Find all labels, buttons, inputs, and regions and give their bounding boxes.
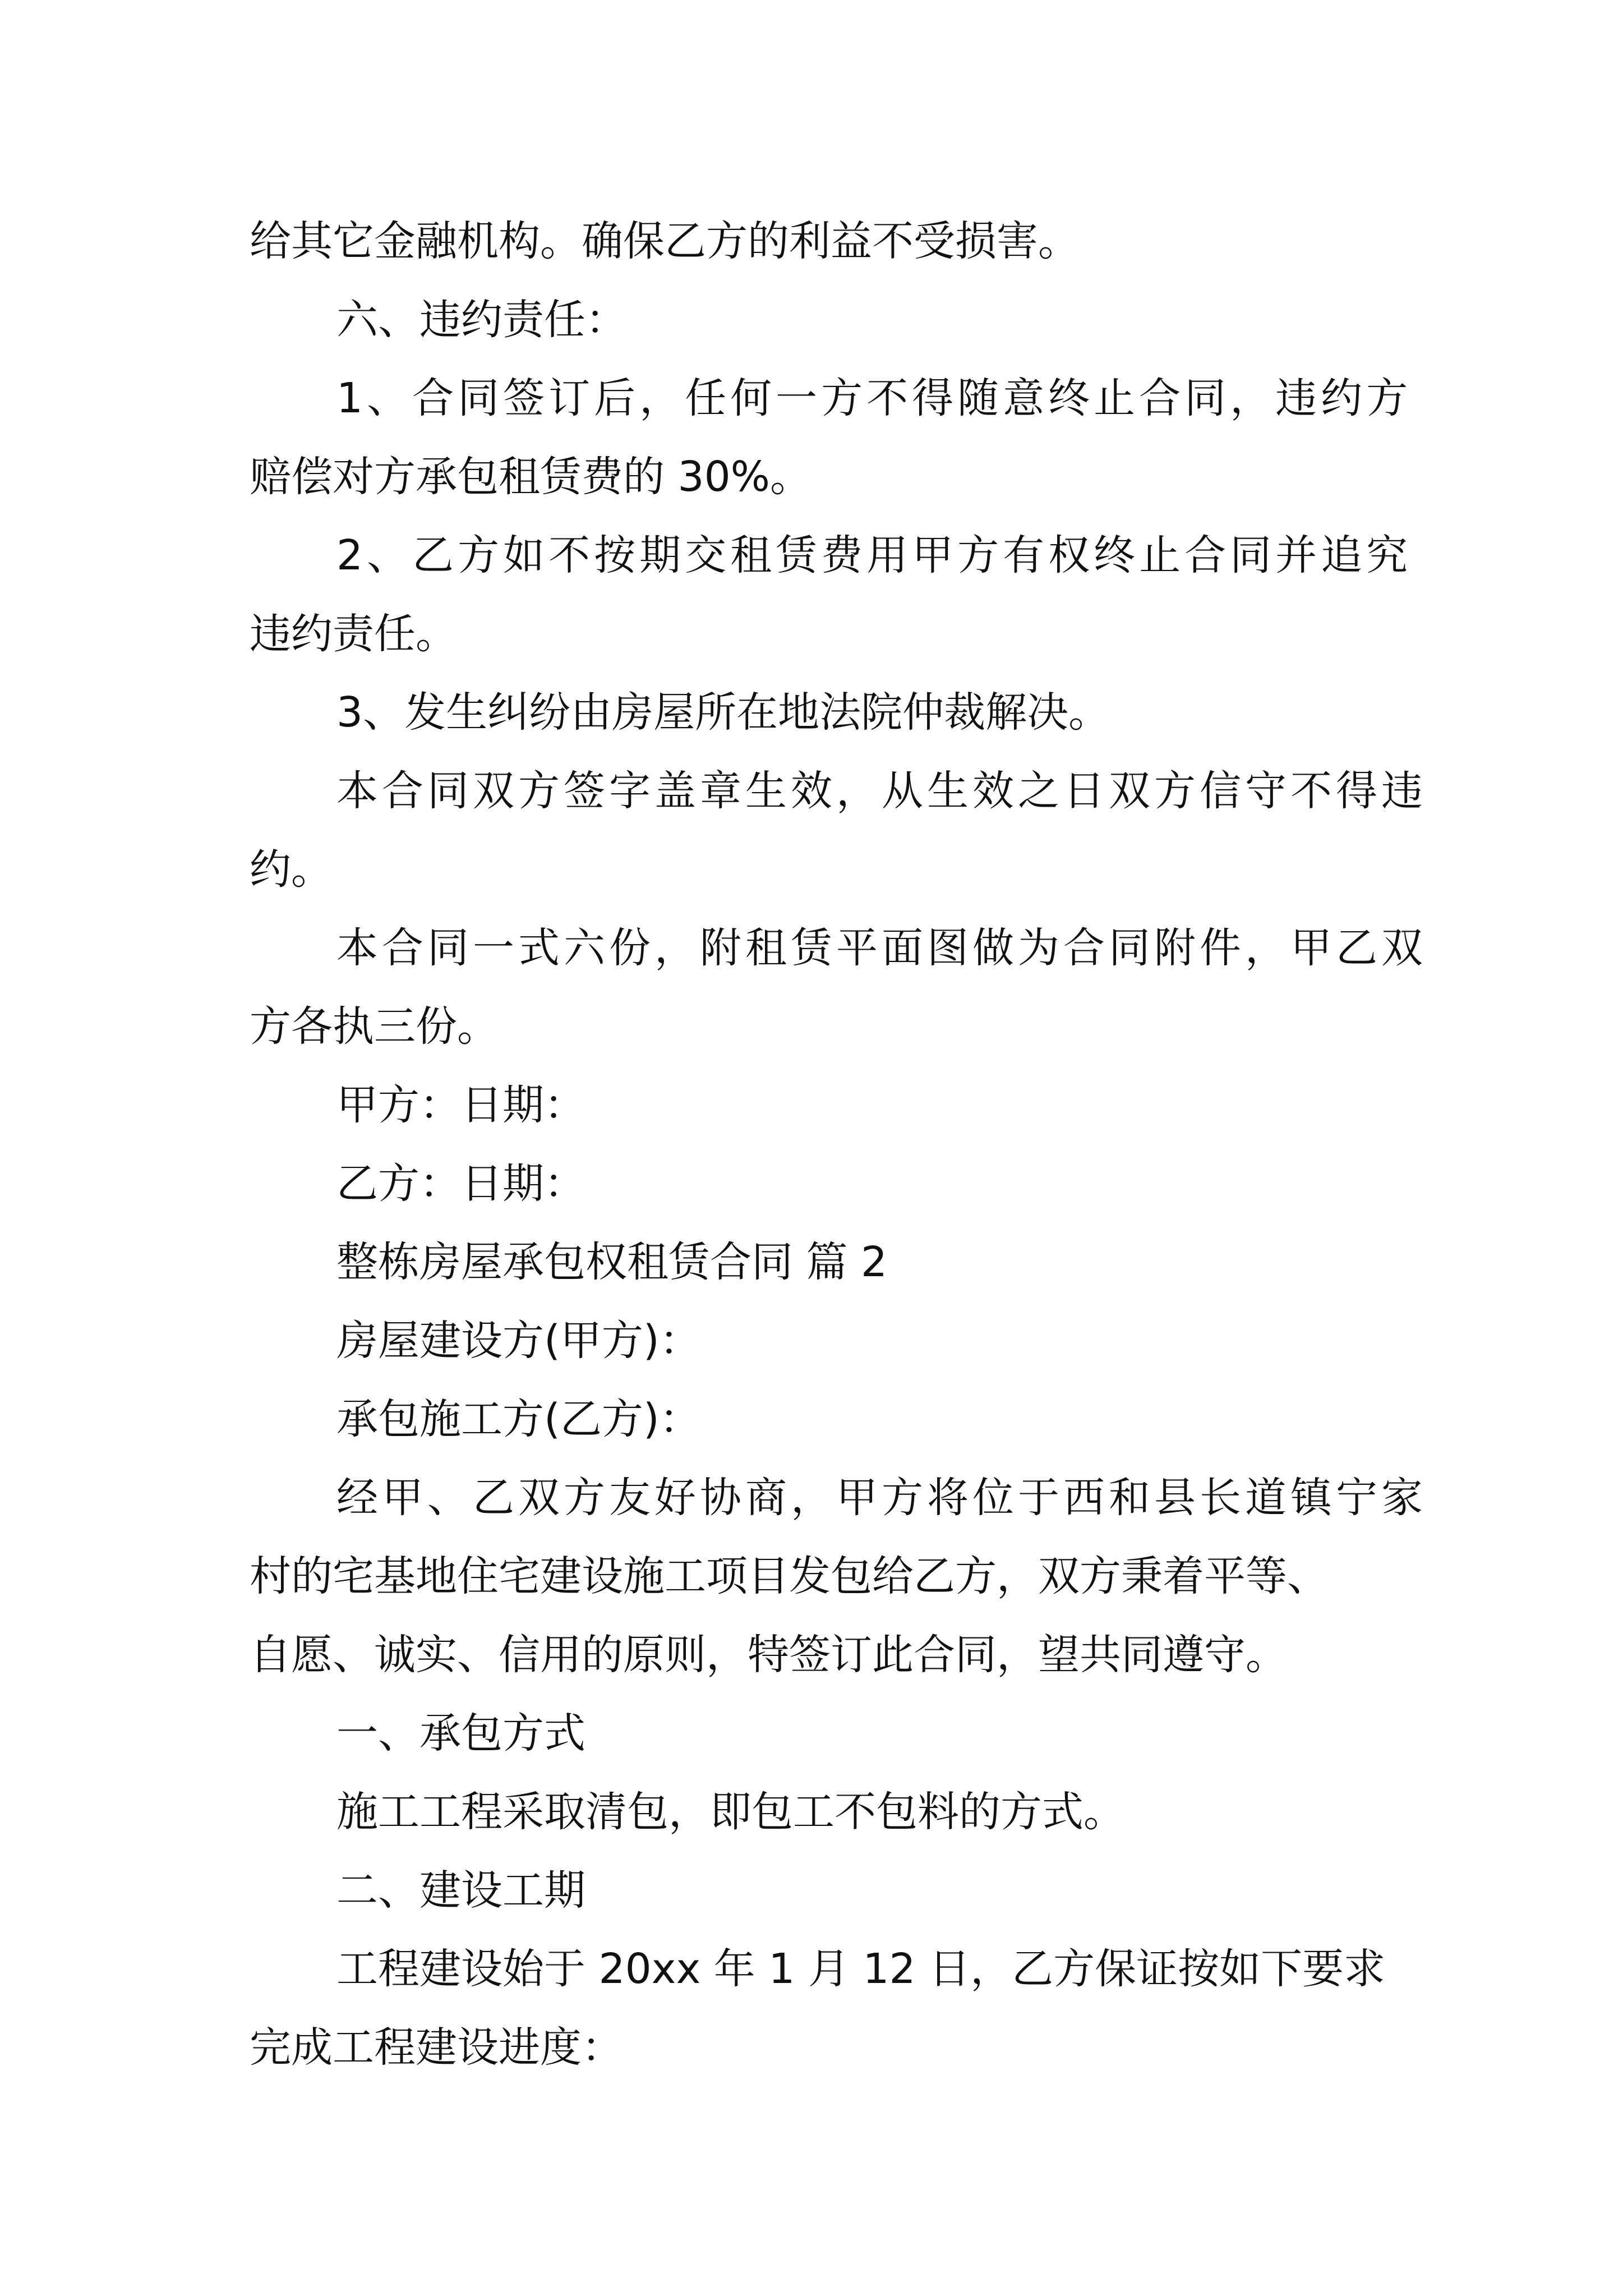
- text-line: 给其它金融机构。确保乙方的利益不受损害。: [250, 217, 1080, 265]
- text-line: 完成工程建设进度：: [250, 2023, 623, 2072]
- text-line: 方各执三份。: [250, 1002, 499, 1051]
- text-line: 村的宅基地住宅建设施工项目发包给乙方，双方秉着平等、: [250, 1552, 1329, 1600]
- text-line: 本合同双方签字盖章生效，从生效之日双方信守不得违: [336, 767, 1427, 815]
- document-title: 整栋房屋承包权租赁合同 篇 2: [336, 1238, 888, 1286]
- text-line: 赔偿对方承包租赁费的 30%。: [250, 453, 811, 501]
- text-line: 2、乙方如不按期交租赁费用甲方有权终止合同并追究: [336, 531, 1412, 579]
- signature-line-party-b: 乙方：日期：: [336, 1159, 585, 1208]
- party-b-label: 承包施工方(乙方)：: [336, 1395, 701, 1443]
- section-heading: 一、承包方式: [336, 1709, 585, 1757]
- section-heading: 二、建设工期: [336, 1866, 585, 1915]
- signature-line-party-a: 甲方：日期：: [336, 1081, 585, 1129]
- text-line: 自愿、诚实、信用的原则，特签订此合同，望共同遵守。: [250, 1631, 1287, 1679]
- party-a-label: 房屋建设方(甲方)：: [336, 1317, 701, 1365]
- text-line: 施工工程采取清包，即包工不包料的方式。: [336, 1788, 1125, 1836]
- section-heading: 六、违约责任：: [336, 296, 627, 344]
- text-line: 工程建设始于 20xx 年 1 月 12 日，乙方保证按如下要求: [336, 1945, 1386, 1993]
- text-line: 约。: [250, 845, 333, 894]
- text-line: 1、合同签订后，任何一方不得随意终止合同，违约方: [336, 374, 1412, 422]
- text-line: 3、发生纠纷由房屋所在地法院仲裁解决。: [336, 688, 1110, 737]
- text-line: 违约责任。: [250, 610, 457, 658]
- text-line: 本合同一式六份，附租赁平面图做为合同附件，甲乙双: [336, 924, 1427, 972]
- text-line: 经甲、乙双方友好协商，甲方将位于西和县长道镇宁家: [336, 1474, 1427, 1522]
